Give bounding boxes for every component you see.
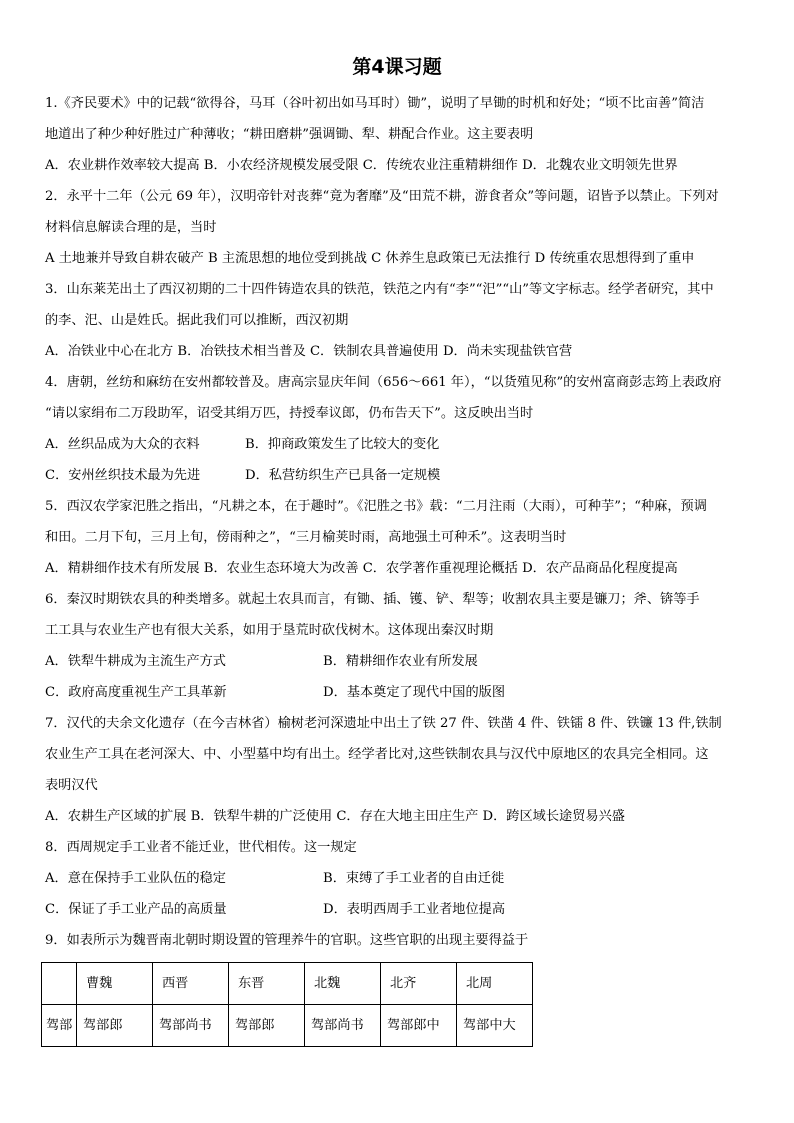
question-text-line: 农业生产工具在老河深大、中、小型墓中均有出土。经学者比对,这些铁制农具与汉代中原地区的农具完全相同。这 <box>45 747 709 762</box>
option: A．铁犁牛耕成为主流生产方式 <box>45 654 226 669</box>
table-cell: 西晋 <box>153 963 229 1005</box>
question-text-line: 3．山东莱芜出土了西汉初期的二十四件铸造农具的铁范，铁范之内有“李”“汜”“山”等文字标志。经学者研究，其中 <box>45 282 714 297</box>
table-cell <box>42 963 77 1005</box>
question-list <box>45 88 750 956</box>
question-text-line: 的李、汜、山是姓氏。据此我们可以推断，西汉初期 <box>45 313 349 328</box>
question-5 <box>45 491 750 584</box>
page-title: 第4课习题 <box>352 56 442 78</box>
table-header-row <box>42 963 533 1005</box>
options-row <box>45 646 750 677</box>
table-cell: 驾部郎 <box>229 1005 305 1047</box>
question-text-line: 8．西周规定手工业者不能迁业，世代相传。这一规定 <box>45 840 357 855</box>
question-8 <box>45 832 750 925</box>
question-text-line: 1.《齐民要术》中的记载“欲得谷，马耳（谷叶初出如马耳时）锄”，说明了早锄的时机和好处；“顷不比亩善”简洁 <box>45 96 705 111</box>
options-line: A 土地兼并导致自耕农破产 B 主流思想的地位受到挑战 C 休养生息政策已无法推行 D 传统重农思想得到了重申 <box>45 251 695 266</box>
options-row <box>45 429 750 460</box>
options-line: A．精耕细作技术有所发展 B．农业生态环境大为改善 C．农学著作重视理论概括 D．农产品商品化程度提高 <box>45 561 678 576</box>
option: D．表明西周手工业者地位提高 <box>323 902 506 917</box>
question-text-line: 9．如表所示为魏晋南北朝时期设置的管理养牛的官职。这些官职的出现主要得益于 <box>45 933 529 948</box>
table-cell: 曹魏 <box>77 963 153 1005</box>
option: B．束缚了手工业者的自由迁徙 <box>323 871 505 886</box>
option: D．基本奠定了现代中国的版图 <box>323 685 506 700</box>
table-cell: 北齐 <box>381 963 457 1005</box>
officials-table <box>41 962 533 1047</box>
question-text-line: 6．秦汉时期铁农具的种类增多。就起土农具而言，有锄、插、镬、铲、犁等；收割农具主要是镰刀；斧、锛等手 <box>45 592 700 607</box>
options-line: A．冶铁业中心在北方 B．冶铁技术相当普及 C．铁制农具普遍使用 D．尚未实现盐铁官营 <box>45 344 573 359</box>
option: B．精耕细作农业有所发展 <box>323 654 478 669</box>
options-line: A．农耕生产区域的扩展 B．铁犁牛耕的广泛使用 C．存在大地主田庄生产 D．跨区域长途贸易兴盛 <box>45 809 625 824</box>
question-text-line: “请以家绢布二万段助军，诏受其绢万匹，持授奉议郎，仍布告天下”。这反映出当时 <box>45 406 534 421</box>
question-4 <box>45 367 750 491</box>
question-6 <box>45 584 750 708</box>
table-cell: 驾部尚书 <box>305 1005 381 1047</box>
question-text-line: 地道出了种少种好胜过广种薄收；“耕田磨耕”强调锄、犁、耕配合作业。这主要表明 <box>45 127 534 142</box>
table-cell: 驾部中大 <box>457 1005 533 1047</box>
question-text-line: 2．永平十二年（公元 69 年），汉明帝针对丧葬“竟为奢靡”及“田荒不耕，游食者众”等问题，诏皆予以禁止。下列对 <box>45 189 719 204</box>
question-text-line: 工工具与农业生产也有很大关系，如用于垦荒时砍伐树木。这体现出秦汉时期 <box>45 623 494 638</box>
table-cell: 驾部郎 <box>77 1005 153 1047</box>
options-row <box>45 677 750 708</box>
question-text-line: 5．西汉农学家汜胜之指出，“凡耕之本，在于趣时”。《汜胜之书》载：“二月注雨（大雨），可种芋”；“种麻，预调 <box>45 499 707 514</box>
question-3 <box>45 274 750 367</box>
options-row <box>45 460 750 491</box>
options-row <box>45 863 750 894</box>
question-2 <box>45 181 750 274</box>
question-text-line: 和田。二月下旬，三月上旬，傍雨种之”，“三月榆荚时雨，高地强土可种禾”。这表明当时 <box>45 530 567 545</box>
options-line: A．农业耕作效率较大提高 B．小农经济规模发展受限 C．传统农业注重精耕细作 D．北魏农业文明领先世界 <box>45 158 678 173</box>
question-text-line: 7．汉代的夫余文化遗存（在今吉林省）榆树老河深遗址中出土了铁 27 件、铁凿 4 件、铁镭 8 件、铁镰 13 件,铁制 <box>45 716 722 731</box>
question-text-line: 材料信息解读合理的是，当时 <box>45 220 217 235</box>
option: C．保证了手工业产品的高质量 <box>45 902 227 917</box>
question-text-line: 4．唐朝，丝纺和麻纺在安州都较普及。唐高宗显庆年间（656～661 年），“以货殖见称”的安州富商彭志筠上表政府 <box>45 375 722 390</box>
table-cell: 驾部 <box>42 1005 77 1047</box>
table-cell: 北魏 <box>305 963 381 1005</box>
table-cell: 驾部尚书 <box>153 1005 229 1047</box>
option: B．抑商政策发生了比较大的变化 <box>245 437 440 452</box>
option: C．政府高度重视生产工具革新 <box>45 685 227 700</box>
question-text-line: 表明汉代 <box>45 778 98 793</box>
table-cell: 驾部郎中 <box>381 1005 457 1047</box>
question-9 <box>45 925 750 956</box>
options-row <box>45 894 750 925</box>
option: A．意在保持手工业队伍的稳定 <box>45 871 226 886</box>
table-cell: 东晋 <box>229 963 305 1005</box>
option: A．丝织品成为大众的衣料 <box>45 437 200 452</box>
option: D．私营纺织生产已具备一定规模 <box>245 468 441 483</box>
question-1 <box>45 88 750 181</box>
table-cell: 北周 <box>457 963 533 1005</box>
option: C．安州丝织技术最为先进 <box>45 468 201 483</box>
question-7 <box>45 708 750 832</box>
table-row <box>42 1005 533 1047</box>
